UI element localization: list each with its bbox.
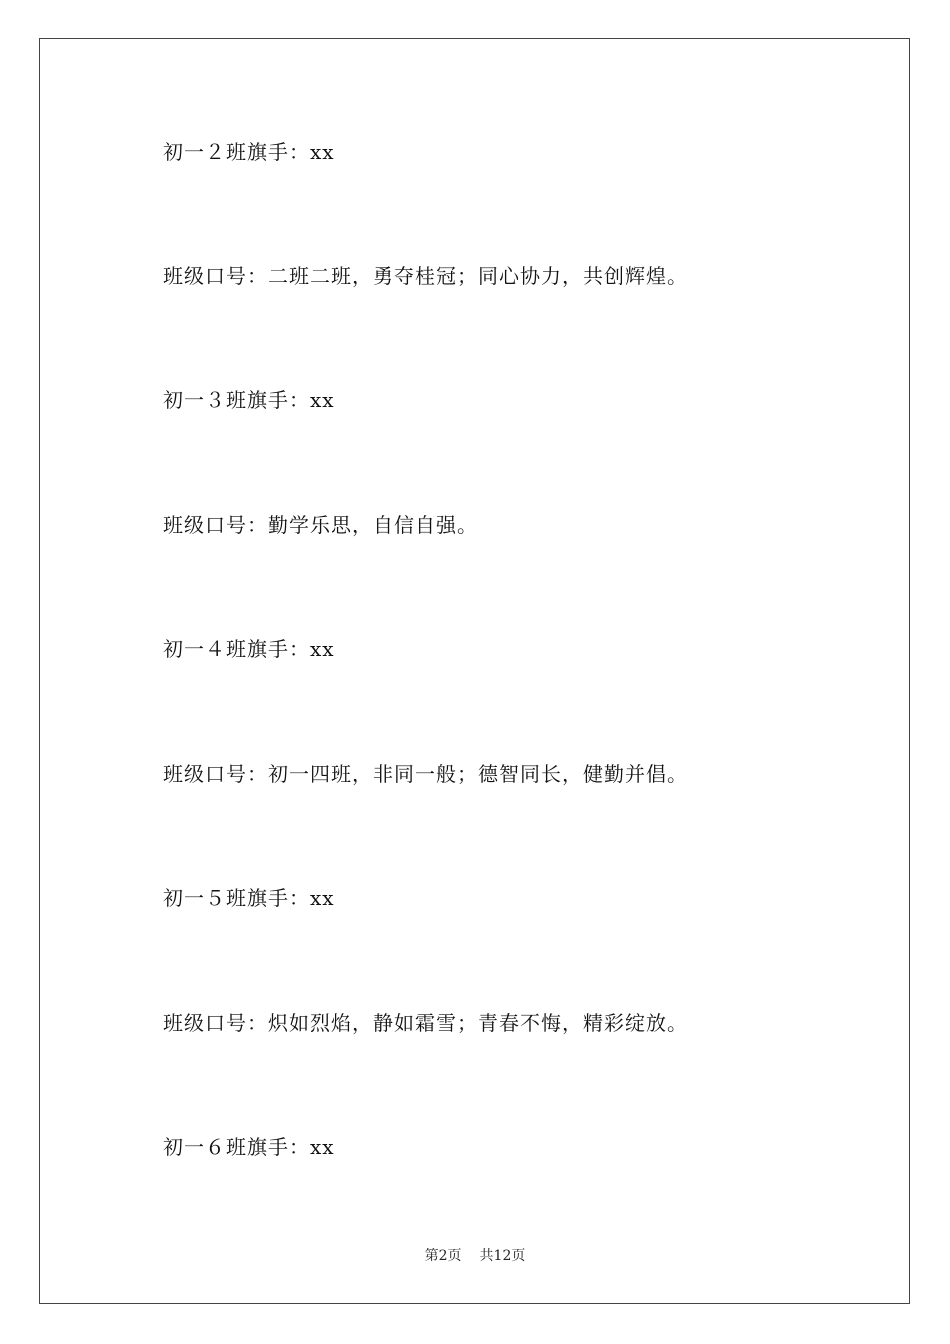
class-5-flag-bearer: 初一５班旗手：xx — [163, 886, 335, 910]
page-number: 第2页 — [424, 1248, 462, 1264]
class-6-flag-bearer: 初一６班旗手：xx — [163, 1135, 335, 1159]
class-3-slogan: 班级口号：勤学乐思，自信自强。 — [163, 513, 478, 537]
page-footer — [0, 1246, 950, 1266]
page-frame — [39, 38, 910, 1304]
page-total: 共12页 — [479, 1248, 526, 1264]
class-2-flag-bearer: 初一２班旗手：xx — [163, 140, 335, 164]
class-4-slogan: 班级口号：初一四班，非同一般；德智同长，健勤并倡。 — [163, 762, 688, 786]
class-5-slogan: 班级口号：炽如烈焰，静如霜雪；青春不悔，精彩绽放。 — [163, 1011, 688, 1035]
class-4-flag-bearer: 初一４班旗手：xx — [163, 637, 335, 661]
class-3-flag-bearer: 初一３班旗手：xx — [163, 388, 335, 412]
class-2-slogan: 班级口号：二班二班，勇夺桂冠；同心协力，共创辉煌。 — [163, 264, 688, 288]
